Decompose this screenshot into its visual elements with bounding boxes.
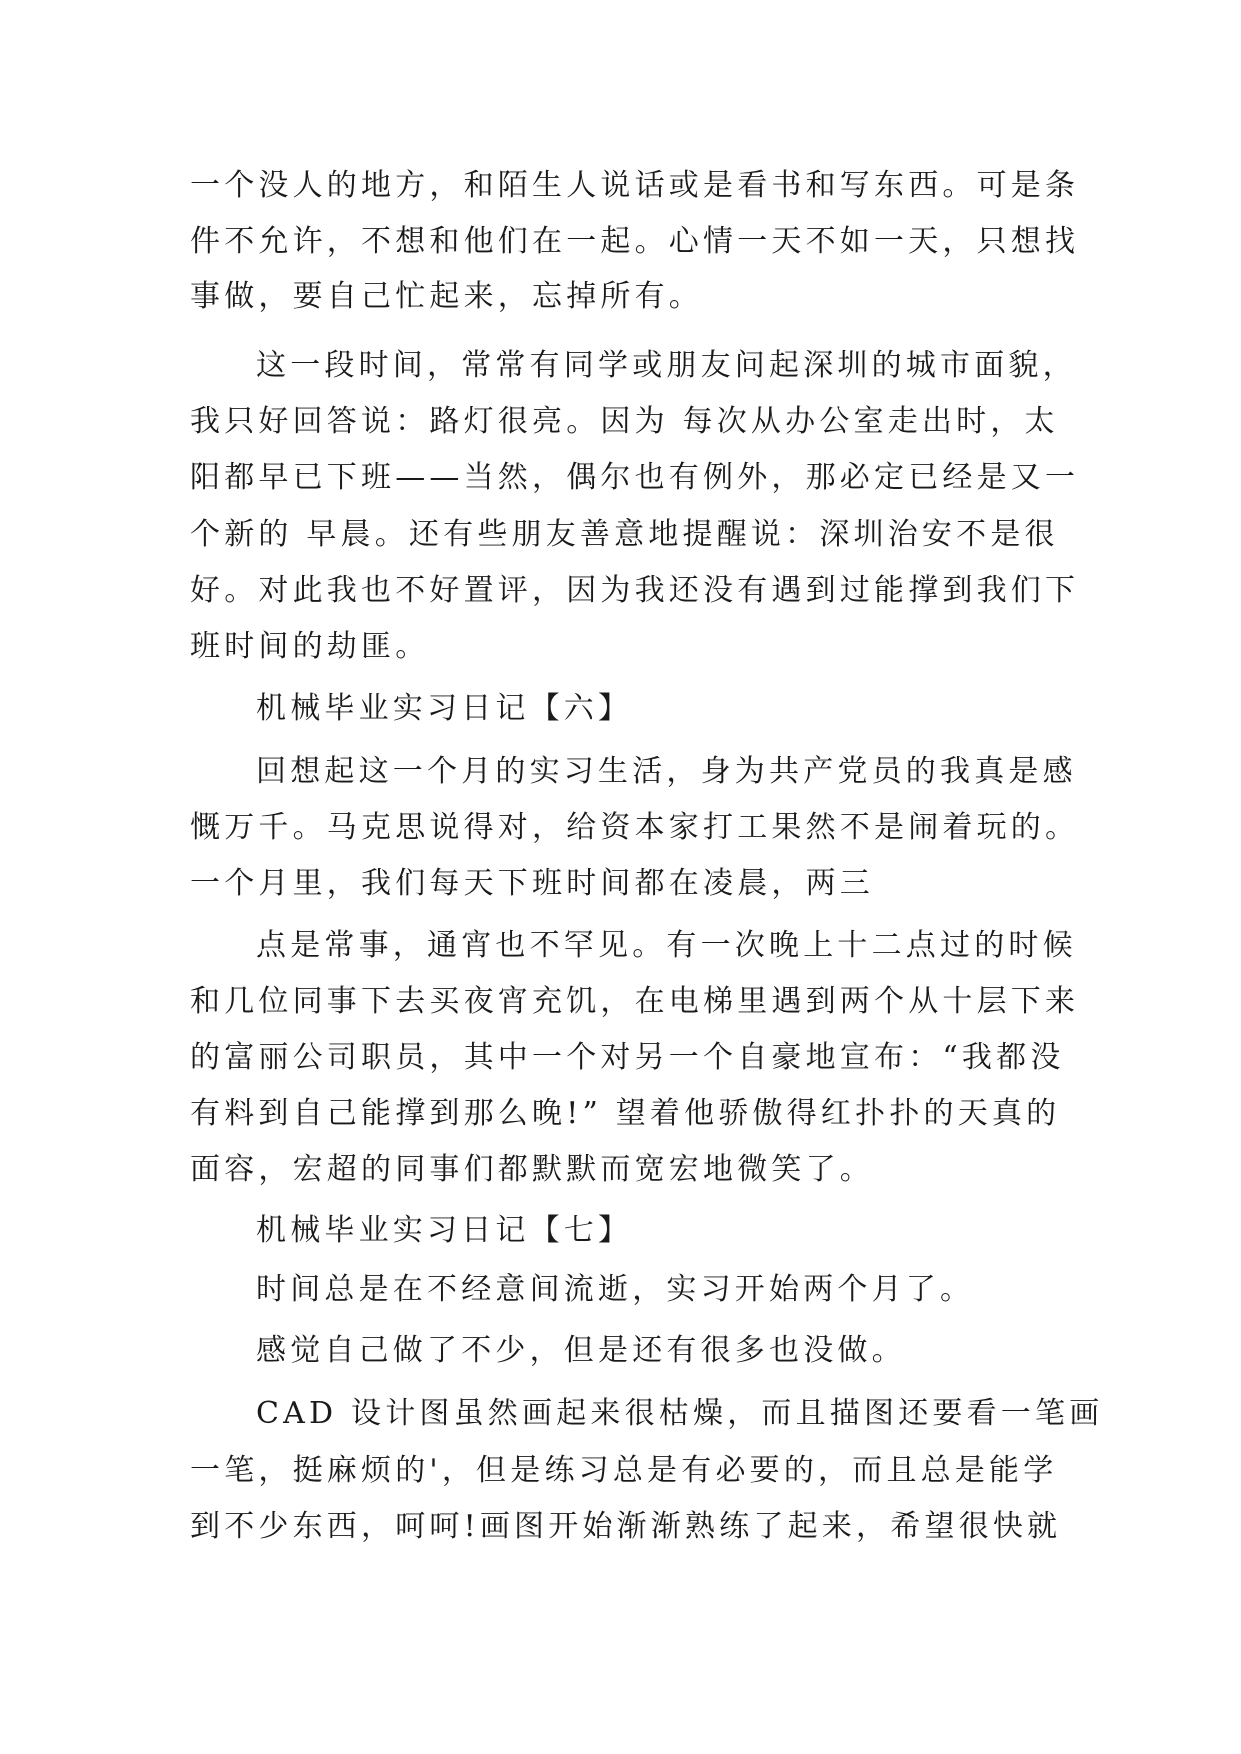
text-line: 时间总是在不经意间流逝，实习开始两个月了。 — [256, 1272, 975, 1307]
text-line: 我只好回答说：路灯很亮。因为 每次从办公室走出时，太 — [190, 404, 1059, 439]
text-line: CAD 设计图虽然画起来很枯燥，而且描图还要看一笔画 — [256, 1396, 1104, 1431]
text-line: 和几位同事下去买夜宵充饥，在电梯里遇到两个从十层下来 — [190, 984, 1080, 1019]
text-line: 回想起这一个月的实习生活，身为共产党员的我真是感 — [256, 754, 1077, 789]
text-line: 面容，宏超的同事们都默默而宽宏地微笑了。 — [190, 1152, 874, 1187]
text-line: 阳都早已下班——当然，偶尔也有例外，那必定已经是又一 — [190, 460, 1080, 495]
text-line: 到不少东西，呵呵!画图开始渐渐熟练了起来，希望很快就 — [190, 1509, 1062, 1544]
text-line: 一个没人的地方，和陌生人说话或是看书和写东西。可是条 — [190, 168, 1080, 203]
section-heading: 机械毕业实习日记【七】 — [256, 1213, 633, 1248]
text-line: 点是常事，通宵也不罕见。有一次晚上十二点过的时候 — [256, 928, 1077, 963]
text-line: 感觉自己做了不少，但是还有很多也没做。 — [256, 1333, 906, 1368]
text-line: 这一段时间，常常有同学或朋友问起深圳的城市面貌， — [256, 348, 1077, 383]
text-line: 件不允许，不想和他们在一起。心情一天不如一天，只想找 — [190, 224, 1080, 259]
text-line: 的富丽公司职员，其中一个对另一个自豪地宣布：“我都没 — [190, 1040, 1065, 1075]
text-line: 班时间的劫匪。 — [190, 629, 430, 664]
text-line: 一个月里，我们每天下班时间都在凌晨，两三 — [190, 866, 874, 901]
text-line: 一笔，挺麻烦的'，但是练习总是有必要的，而且总是能学 — [190, 1453, 1058, 1488]
text-line: 慨万千。马克思说得对，给资本家打工果然不是闹着玩的。 — [190, 810, 1080, 845]
text-line: 好。对此我也不好置评，因为我还没有遇到过能撑到我们下 — [190, 573, 1080, 608]
text-line: 有料到自己能撑到那么晚!” 望着他骄傲得红扑扑的天真的 — [190, 1096, 1061, 1131]
section-heading: 机械毕业实习日记【六】 — [256, 691, 633, 726]
text-line: 事做，要自己忙起来，忘掉所有。 — [190, 279, 703, 314]
text-line: 个新的 早晨。还有些朋友善意地提醒说：深圳治安不是很 — [190, 517, 1059, 552]
